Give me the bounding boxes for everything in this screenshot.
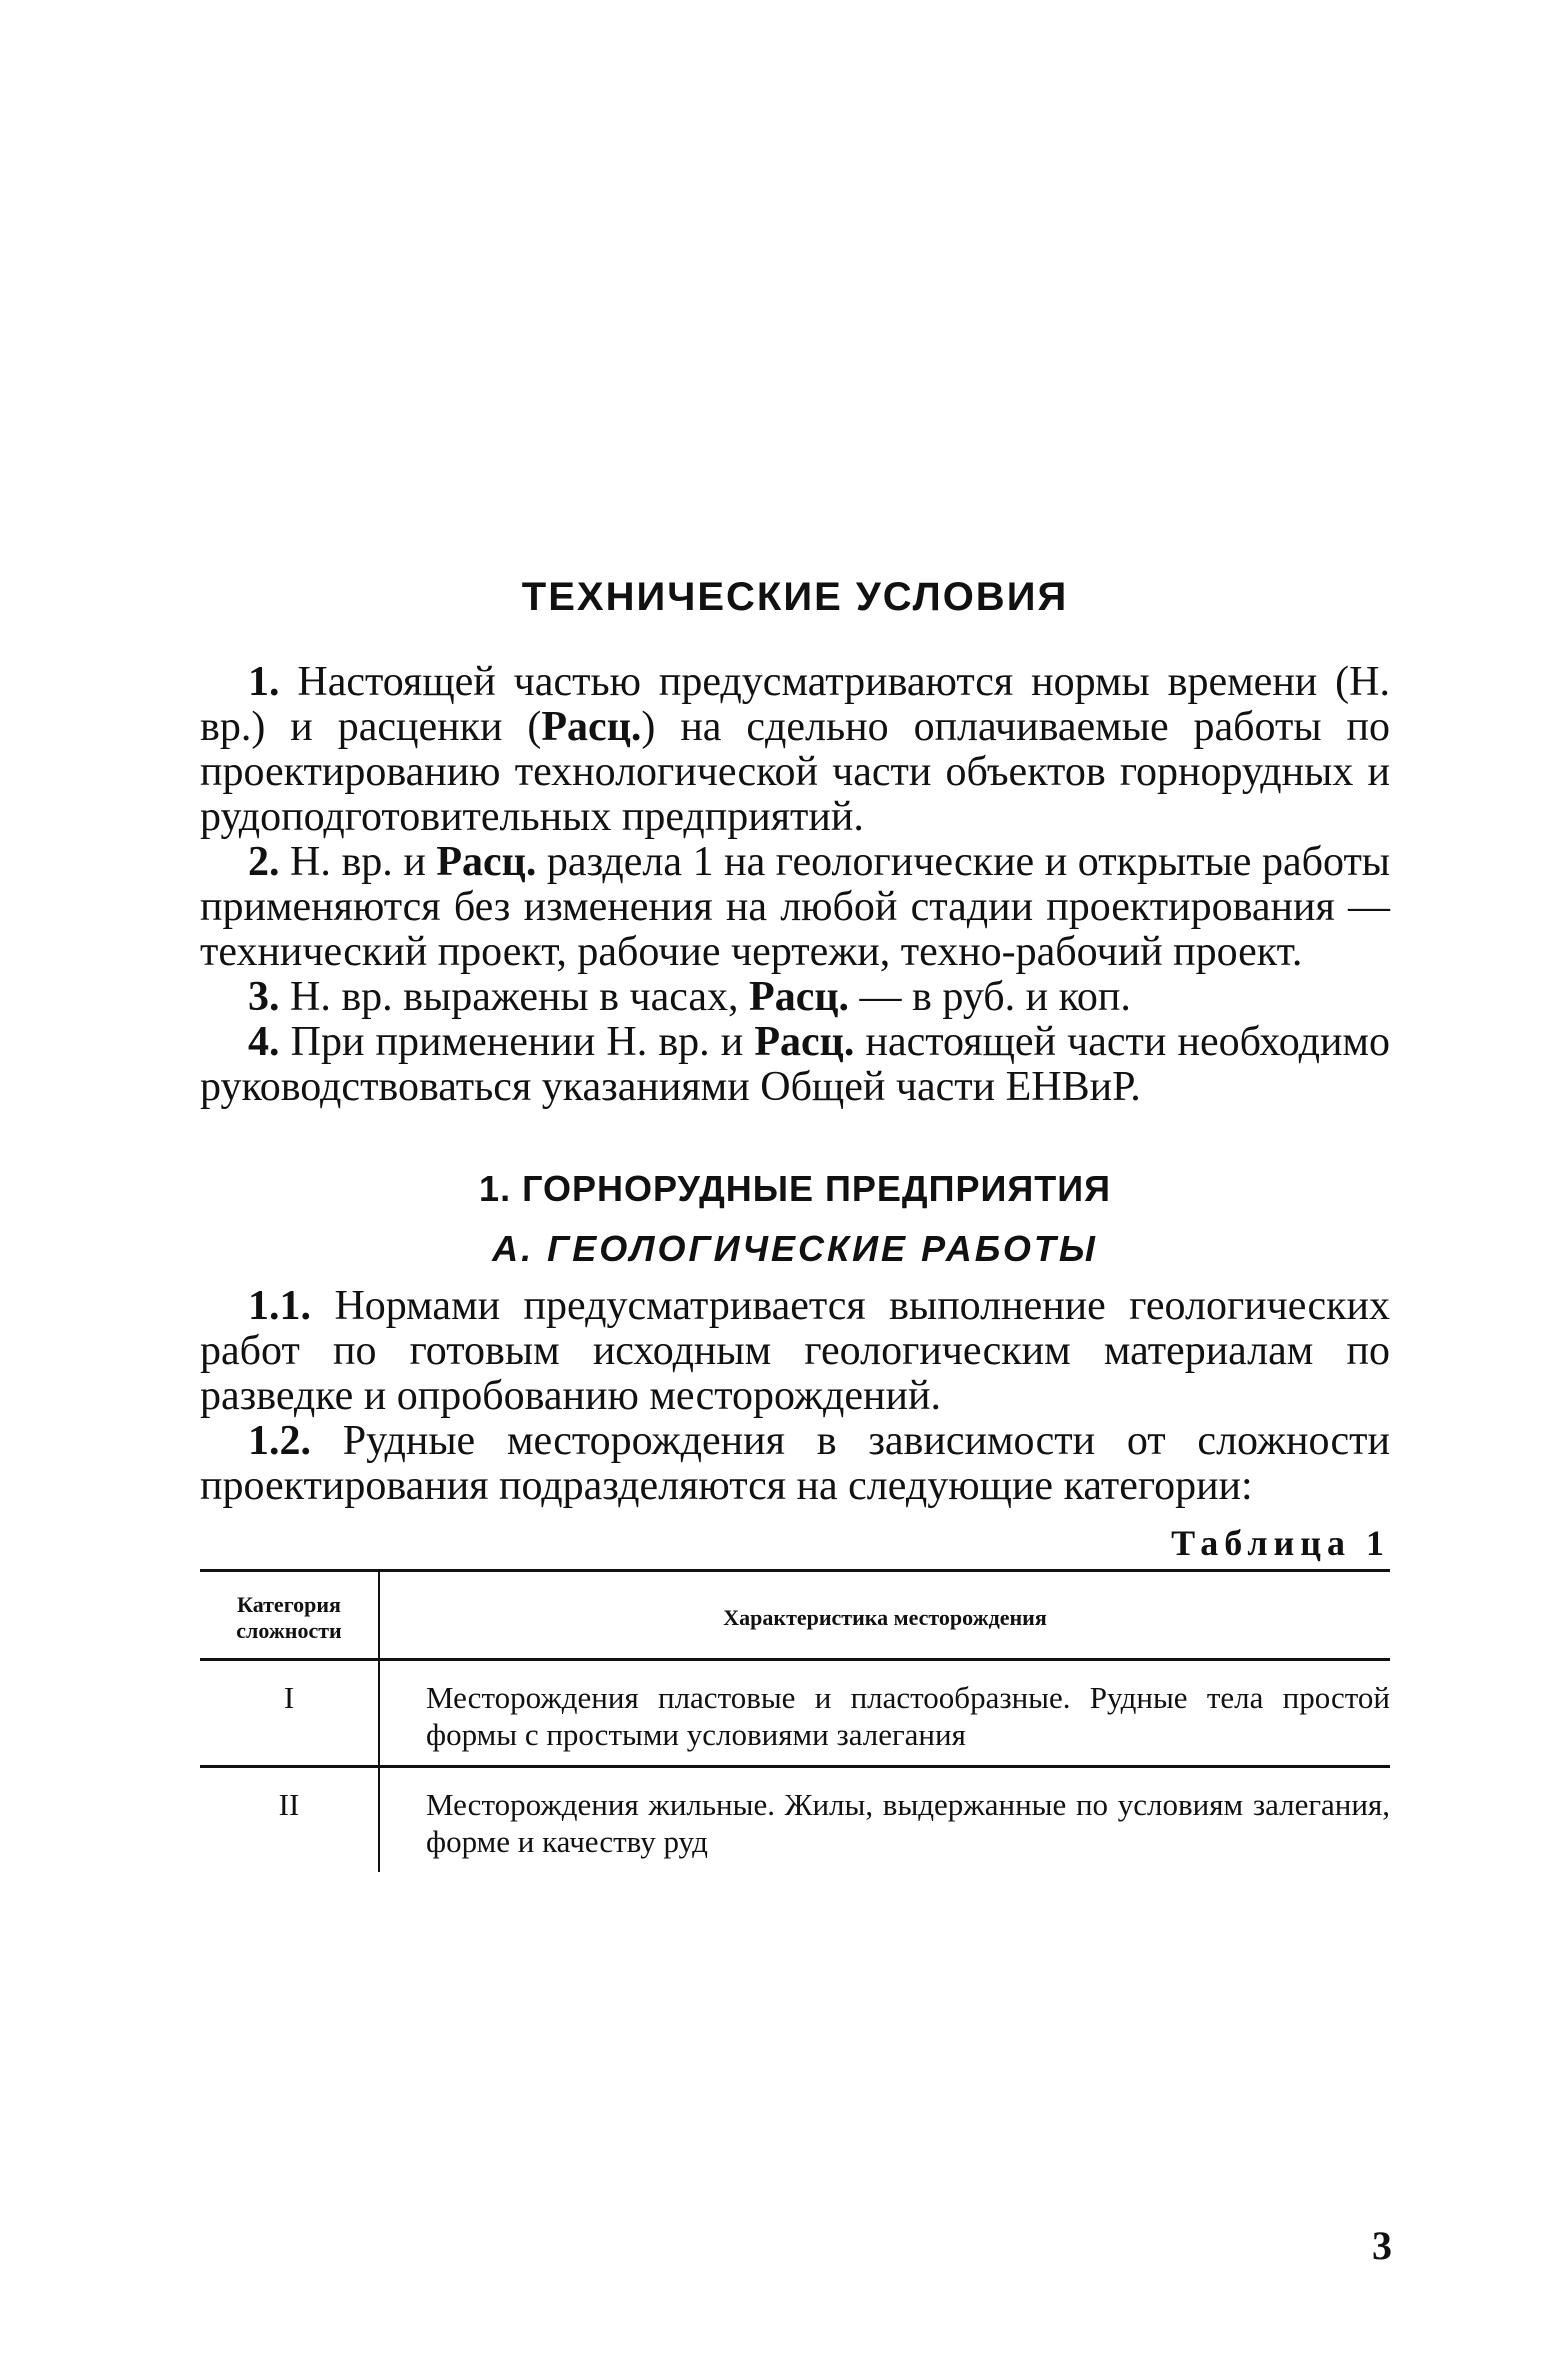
paragraph-3-number: 3.: [248, 974, 280, 1020]
section-title: 1. ГОРНОРУДНЫЕ ПРЕДПРИЯТИЯ: [479, 1168, 1111, 1209]
paragraph-3-bold: Расц.: [749, 974, 850, 1020]
paragraph-1-2-text: Рудные месторождения в зависимости от сложности проектирования подразделяются на следующие категории:: [200, 1418, 1390, 1509]
category-table: [200, 1569, 1390, 1872]
paragraph-4-number: 4.: [248, 1019, 280, 1065]
document-page: [200, 575, 1390, 1872]
table-row: [200, 1767, 1390, 1873]
paragraph-2-bold: Расц.: [436, 839, 537, 885]
paragraph-1-1-text: Нормами предусматривается выполнение геологических работ по готовым исходным геологическим материалам по разведке и опробованию месторождений.: [200, 1283, 1390, 1419]
paragraph-1-text-b: ) на сдельно оплачиваемые работы по проектированию технологической части объектов горнорудных и рудоподготовительных предприятий.: [200, 704, 1390, 840]
paragraph-3-text-b: — в руб. и коп.: [849, 974, 1131, 1020]
paragraph-1-2-number: 1.2.: [248, 1418, 311, 1464]
paragraph-1-text-a: Настоящей частью предусматриваются нормы времени (Н. вр.) и расценки (: [200, 659, 1390, 750]
table-header-row: [200, 1571, 1390, 1660]
page-title: ТЕХНИЧЕСКИЕ УСЛОВИЯ: [521, 575, 1069, 619]
row-2-description: Месторождения жильные. Жилы, выдержанные по условиям залегания, форме и качеству руд: [426, 1787, 1390, 1859]
paragraph-3-text-a: Н. вр. выражены в часах,: [279, 974, 750, 1020]
page-number: 3: [1372, 2223, 1392, 2268]
paragraph-3: [200, 975, 1390, 1020]
header-category: Категория сложности: [200, 1571, 379, 1660]
header-description: Характеристика месторождения: [379, 1571, 1390, 1660]
paragraph-1-2: [200, 1419, 1390, 1509]
paragraph-4-bold: Расц.: [754, 1019, 855, 1065]
paragraph-1-1: [200, 1284, 1390, 1419]
paragraph-2: [200, 840, 1390, 975]
paragraph-2-text-b: раздела 1 на геологические и открытые работы применяются без изменения на любой стадии проектирования — технический проект, рабочие чертежи, техно-рабочий проект.: [200, 839, 1391, 975]
table-caption: Таблица 1: [1171, 1523, 1390, 1563]
paragraph-4-text-a: При применении Н. вр. и: [279, 1019, 755, 1065]
paragraph-2-text-a: Н. вр. и: [279, 839, 437, 885]
paragraph-1-1-number: 1.1.: [248, 1283, 311, 1329]
paragraph-4: [200, 1020, 1390, 1110]
row-1-category: I: [200, 1660, 379, 1767]
paragraph-1-number: 1.: [248, 659, 280, 705]
paragraph-2-number: 2.: [248, 839, 280, 885]
row-2-category: II: [200, 1767, 379, 1873]
row-1-description: Месторождения пластовые и пластообразные. Рудные тела простой формы с простыми условиями залегания: [379, 1660, 1390, 1767]
table-row: [200, 1660, 1390, 1767]
paragraph-1-bold: Расц.: [541, 704, 642, 750]
paragraph-4-text-b: настоящей части необходимо руководствоваться указаниями Общей части ЕНВиР.: [200, 1019, 1391, 1110]
paragraph-1: [200, 660, 1390, 840]
subsection-title: А. ГЕОЛОГИЧЕСКИЕ РАБОТЫ: [492, 1228, 1098, 1269]
